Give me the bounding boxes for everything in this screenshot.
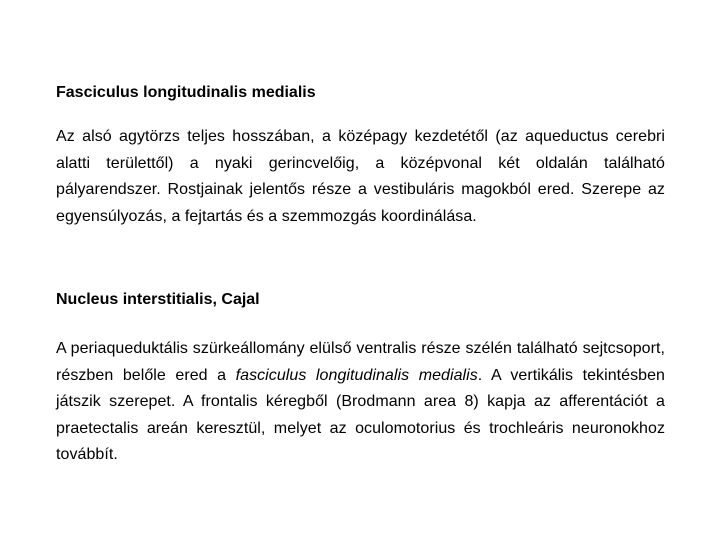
section-heading: Nucleus interstitialis, Cajal: [56, 291, 260, 308]
section-fasciculus: [56, 82, 665, 230]
section-paragraph: Az alsó agytörzs teljes hosszában, a középagy kezdetétől (az aqueductus cerebri alatti területtől) a nyaki gerincvelőig, a középvonal két oldalán található pályarendszer. Rostjainak jelentős része a vestibuláris magokból ered. Szerepe az egyensúlyozás, a fejtartás és a szemmozgás koordinálása.: [56, 128, 665, 225]
paragraph-text: . A vertikális tekintésben játszik szerepet. A frontalis kéregből (Brodmann area 8) kapja az afferentációt a praetectalis areán keresztül, melyet az oculomotorius és trochleáris neuronokhoz továbbít.: [56, 366, 665, 463]
section-heading: Fasciculus longitudinalis medialis: [56, 84, 316, 101]
section-paragraph: [56, 336, 665, 469]
paragraph-text: A periaqueduktális szürkeállomány elülső ventralis része szélén található sejtcsoport, részben belőle ered a: [56, 340, 665, 384]
section-nucleus: [56, 289, 665, 469]
paragraph-italic-term: fasciculus longitudinalis medialis: [235, 366, 478, 384]
